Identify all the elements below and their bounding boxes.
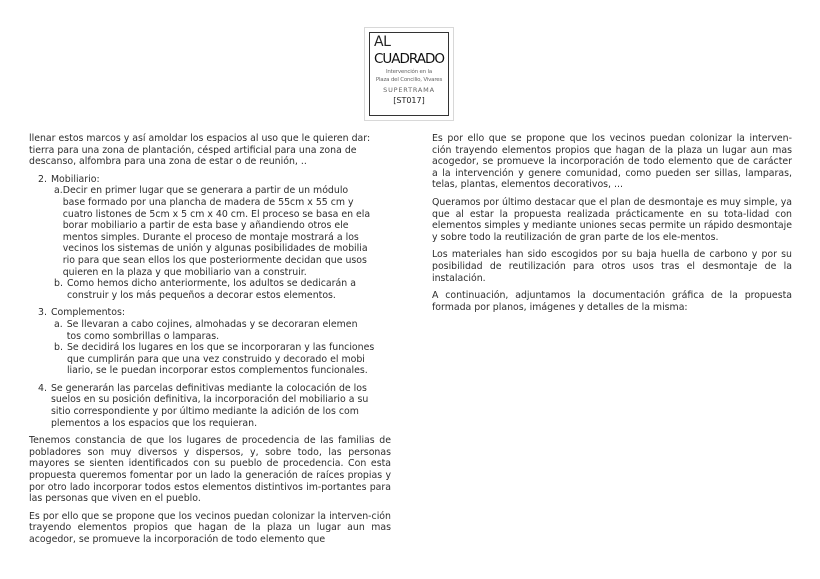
text-line: rio para que sean ellos los que posteriormente decidan que usos <box>62 254 367 266</box>
project-logo <box>364 27 454 121</box>
text-line: construir y los más pequeños a decorar estos elementos. <box>66 289 336 301</box>
text-line: sitio correspondiente y por último mediante la adición de los com <box>50 406 359 418</box>
list-marker: 4. <box>38 382 47 394</box>
text-line: tierra para una zona de plantación, césped artificial para una zona de <box>29 144 357 156</box>
sublist-marker: b. <box>54 278 63 290</box>
logo-title-al: AL <box>374 34 391 50</box>
list-item-title: Mobiliario: <box>50 173 100 185</box>
logo-team-name: SUPERTRAMA <box>383 86 435 94</box>
text-line: plementos a los espacios que los requieran. <box>50 417 258 429</box>
sublist-item <box>54 278 391 301</box>
list-item-parcelas <box>38 383 391 429</box>
logo-title-cuadrado: CUADRADO <box>373 51 445 67</box>
text-line: suelos en su posición definitiva, la incorporación del mobiliario a su <box>50 394 369 406</box>
list-item-mobiliario <box>38 174 391 302</box>
text-line: Se llevaran a cabo cojines, almohadas y se decoraran elemen <box>66 318 358 330</box>
sublist-item <box>54 319 391 342</box>
sublist-item <box>54 342 391 377</box>
intro-paragraph <box>29 133 391 168</box>
text-line: llenar estos marcos y así amoldar los espacios al uso que le quieren dar: <box>29 133 371 144</box>
body-paragraph: Es por ello que se propone que los vecinos puedan colonizar la interven-ción trayendo elementos propios que hagan de la plaza un lugar aun mas acogedor, se promueve la incorporación de todo elemento que de carácter a la intervención y genere comunidad, como pueden ser sillas, lamparas, telas, plantas, elementos decorativos, ... <box>432 133 792 191</box>
text-line: mentos simples. Durante el proceso de montaje mostrará a los <box>62 231 359 243</box>
text-line: Como hemos dicho anteriormente, los adultos se dedicarán a <box>66 278 356 290</box>
right-column <box>432 133 792 319</box>
logo-frame <box>369 32 449 116</box>
sublist-marker: b. <box>54 342 63 354</box>
text-line: base formado por una plancha de madera de 55cm x 55 cm y <box>62 196 354 208</box>
list-marker: 2. <box>38 173 47 185</box>
text-line: quieren en la plaza y que mobiliario van a construir. <box>62 266 307 278</box>
sublist-marker: a. <box>54 318 63 330</box>
body-paragraph: Queramos por último destacar que el plan de desmontaje es muy simple, ya que al estar la propuesta realizada prácticamente en su tota-lidad con elementos simples y mediante uniones secas permite un rápido desmontaje y sobre todo la reutilización de gran parte de los ele-mentos. <box>432 196 792 243</box>
left-column <box>29 133 391 552</box>
text-line: Se generarán las parcelas definitivas mediante la colocación de los <box>50 382 367 394</box>
sublist-item <box>54 185 391 278</box>
body-paragraph: Tenemos constancia de que los lugares de procedencia de las familias de pobladores son muy diversos y dispersos, y, sobre todo, las personas mayores se sienten identificados con su pueblo de procedencia. Con esta propuesta queremos fomentar por un lado la generación de raíces propias y por otro lado incorporar todos estos elementos distintivos im-portantes para las personas que viven en el pueblo. <box>29 435 391 505</box>
text-line: vecinos los sistemas de unión y algunas posibilidades de mobilia <box>62 243 368 255</box>
list-item-complementos <box>38 307 391 377</box>
body-paragraph: Es por ello que se propone que los vecinos puedan colonizar la interven-ción trayendo elementos propios que hagan de la plaza un lugar aun mas acogedor, se promueve la incorporación de todo elemento que <box>29 510 391 545</box>
text-line: cuatro listones de 5cm x 5 cm x 40 cm. El proceso se basa en ela <box>62 208 371 220</box>
logo-subtitle-1: Intervención en la <box>385 69 433 75</box>
text-line: borar mobiliario a partir de esta base y añandiendo otros ele <box>62 220 349 232</box>
text-line: descanso, alfombra para una zona de estar o de reunión, .. <box>29 156 307 168</box>
text-line: que cumplirán para que una vez construido y decorado el mobi <box>66 353 365 365</box>
logo-subtitle-2: Plaza del Concilio, Vivares <box>375 77 443 83</box>
text-line: Se decidirá los lugares en los que se incorporaran y las funciones <box>66 342 375 354</box>
body-paragraph: Los materiales han sido escogidos por su baja huella de carbono y por su posibilidad de reutilización para otros usos tras el desmontaje de la instalación. <box>432 249 792 284</box>
text-line: tos como sombrillas o lamparas. <box>66 330 220 342</box>
logo-code: [ST017] <box>393 96 425 105</box>
list-item-title: Complementos: <box>50 307 125 319</box>
list-marker: 3. <box>38 307 47 319</box>
text-line: liario, se le puedan incorporar estos complementos funcionales. <box>66 365 368 377</box>
text-line: Decir en primer lugar que se generara a partir de un módulo <box>62 185 349 197</box>
sublist-marker: a. <box>54 185 63 197</box>
body-paragraph: A continuación, adjuntamos la documentación gráfica de la propuesta formada por planos, imágenes y detalles de la misma: <box>432 290 792 313</box>
